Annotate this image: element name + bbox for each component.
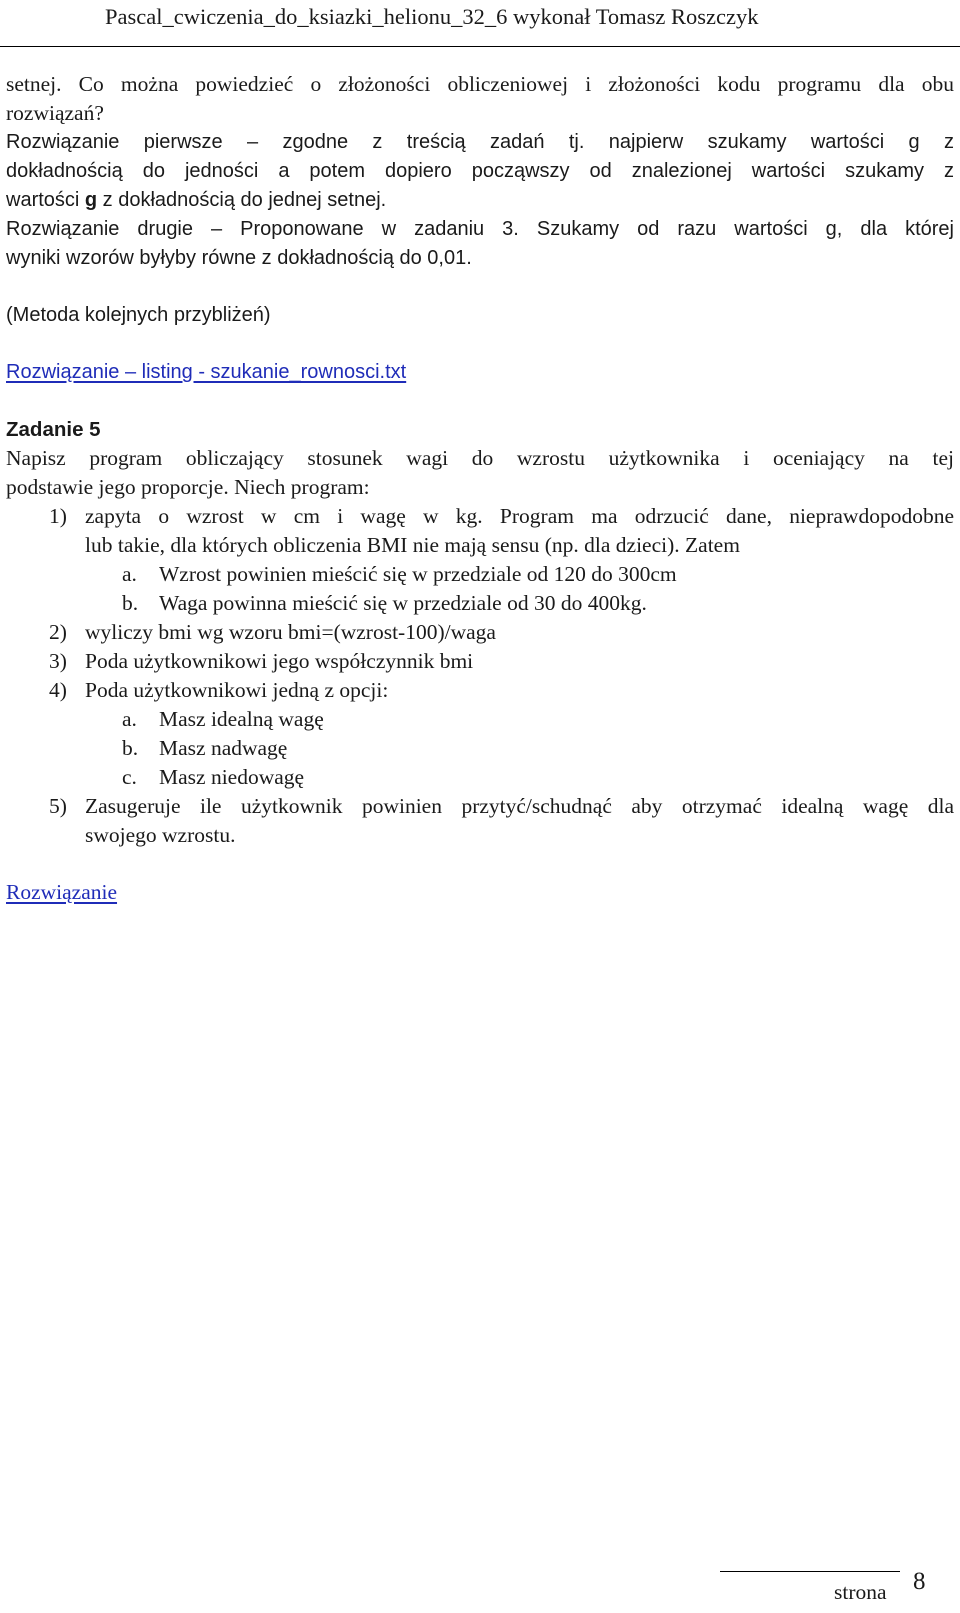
list-item-continuation: lub takie, dla których obliczenia BMI nie mają sensu (np. dla dzieci). Zatem: [85, 533, 740, 557]
list-item: [6, 618, 954, 647]
paragraph-line: [6, 186, 954, 215]
page-content: [6, 70, 954, 907]
paragraph-line: dokładnością do jedności a potem dopiero począwszy od znalezionej wartości szukamy z: [6, 160, 954, 182]
footer-page-label: strona: [834, 1580, 887, 1604]
sub-list-number: b.: [122, 736, 139, 760]
task-heading: Zadanie 5: [6, 418, 101, 441]
footer-divider: [720, 1571, 900, 1572]
list-item: [6, 647, 954, 676]
sub-list-number: a.: [122, 562, 137, 586]
solution-link[interactable]: Rozwiązanie: [6, 880, 118, 904]
method-note: (Metoda kolejnych przybliżeń): [6, 304, 271, 326]
sub-list-item: [6, 705, 954, 734]
list-item: [6, 502, 954, 531]
listing-link[interactable]: Rozwiązanie – listing - szukanie_rownosci.txt: [6, 361, 407, 383]
list-number: 5): [49, 794, 67, 818]
paragraph-line: rozwiązań?: [6, 101, 104, 125]
list-text: Poda użytkownikowi jedną z opcji:: [85, 678, 389, 702]
sub-list-number: a.: [122, 707, 137, 731]
sub-list-text: Masz idealną wagę: [159, 707, 324, 731]
sub-list-item: [6, 763, 954, 792]
steps-list: [6, 502, 954, 850]
solution-row: [6, 878, 954, 907]
sub-list-text: Waga powinna mieścić się w przedziale od 30 do 400kg.: [159, 591, 647, 615]
paragraph-line: Rozwiązanie drugie – Proponowane w zadaniu 3. Szukamy od razu wartości g, dla której: [6, 218, 954, 240]
sub-list-number: c.: [122, 765, 137, 789]
list-number: 4): [49, 678, 67, 702]
sub-list-text: Wzrost powinien mieścić się w przedziale od 120 do 300cm: [159, 562, 677, 586]
listing-row: [6, 358, 954, 387]
footer-page-number: 8: [913, 1568, 926, 1595]
list-text: Poda użytkownikowi jego współczynnik bmi: [85, 649, 474, 673]
list-item: [6, 676, 954, 705]
list-number: 1): [49, 504, 67, 528]
list-number: 3): [49, 649, 67, 673]
list-text: Zasugeruje ile użytkownik powinien przytyć/schudnąć aby otrzymać idealną wagę dla: [85, 794, 954, 818]
list-number: 2): [49, 620, 67, 644]
list-item-continuation: swojego wzrostu.: [85, 823, 236, 847]
paragraph-line: setnej. Co można powiedzieć o złożoności obliczeniowej i złożoności kodu programu dla obu: [6, 72, 954, 96]
header-title: Pascal_cwiczenia_do_ksiazki_helionu_32_6 wykonał Tomasz Roszczyk: [105, 4, 759, 29]
paragraph-line: wyniki wzorów byłyby równe z dokładnością do 0,01.: [6, 247, 472, 269]
list-text: zapyta o wzrost w cm i wagę w kg. Program ma odrzucić dane, nieprawdopodobne: [85, 504, 954, 528]
sub-list-number: b.: [122, 591, 139, 615]
sub-list-text: Masz niedowagę: [159, 765, 305, 789]
text-span: z dokładnością do jednej setnej.: [97, 189, 387, 211]
sub-list-text: Masz nadwagę: [159, 736, 288, 760]
paragraph-line: podstawie jego proporcje. Niech program:: [6, 475, 370, 499]
sub-list-item: [6, 560, 954, 589]
sub-list-item: [6, 734, 954, 763]
list-item: [6, 792, 954, 821]
bold-variable: g: [84, 189, 98, 211]
list-text: wyliczy bmi wg wzoru bmi=(wzrost-100)/waga: [85, 620, 496, 644]
sub-list-item: [6, 589, 954, 618]
text-span: wartości: [6, 189, 85, 211]
page-header: [0, 0, 960, 47]
paragraph-line: Rozwiązanie pierwsze – zgodne z treścią zadań tj. najpierw szukamy wartości g z: [6, 131, 954, 153]
paragraph-line: Napisz program obliczający stosunek wagi do wzrostu użytkownika i oceniający na tej: [6, 446, 954, 470]
